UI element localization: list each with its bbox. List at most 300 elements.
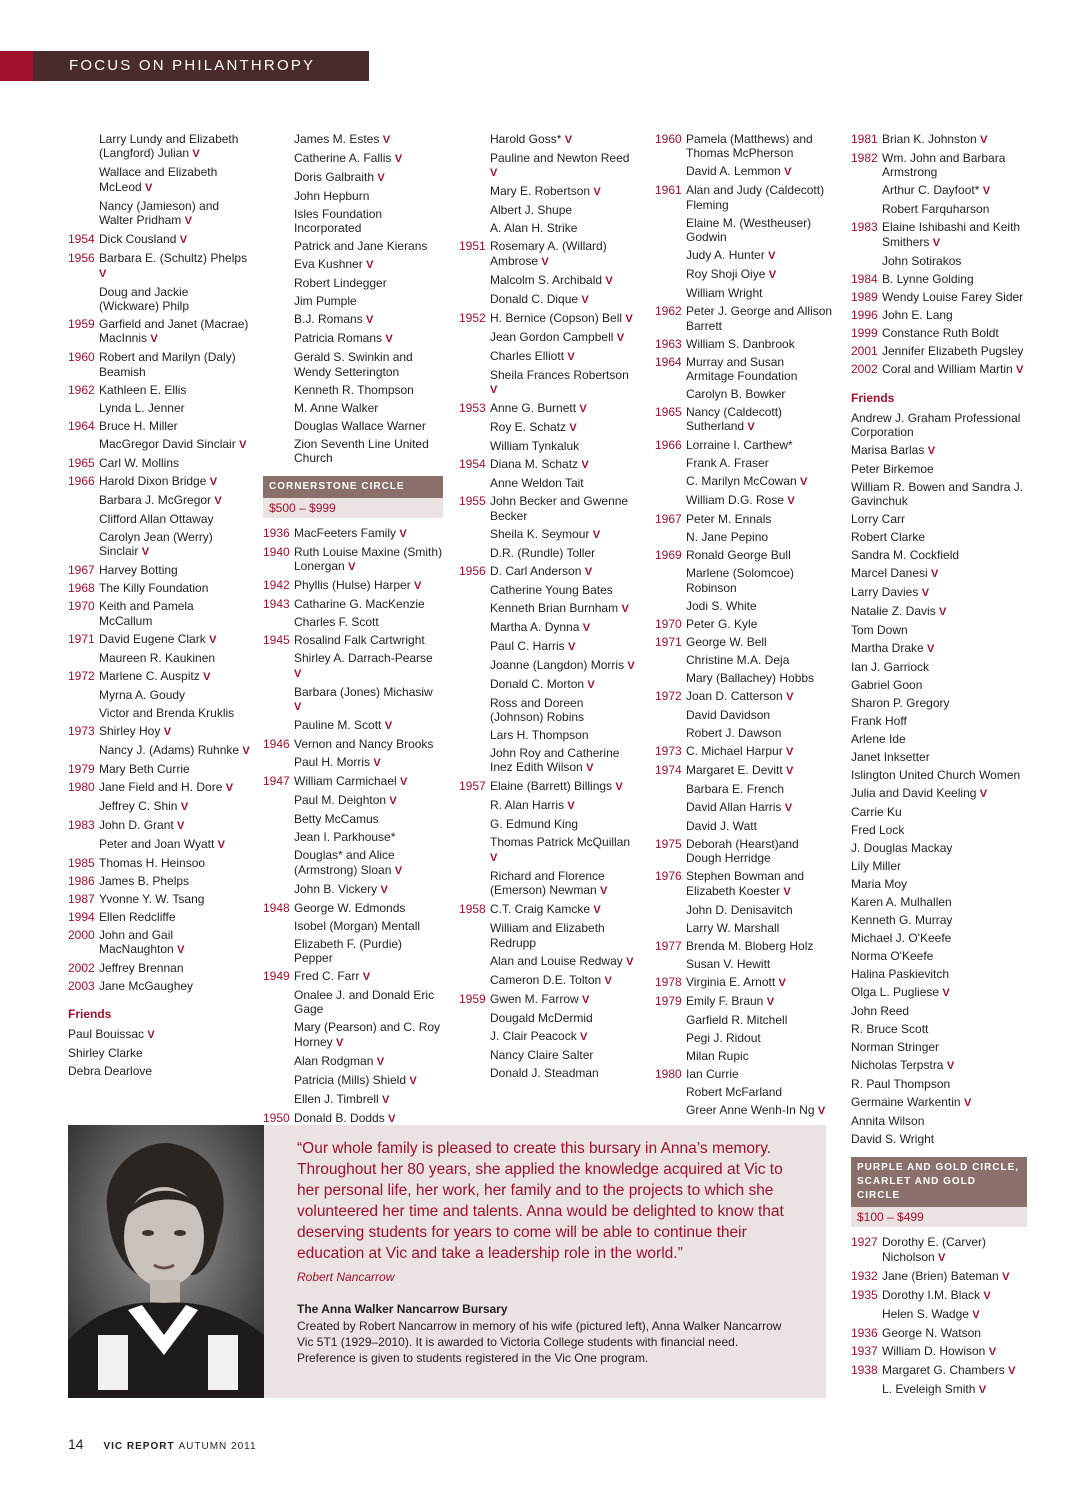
donor-entry: [459, 184, 637, 199]
donor-name: Martha A. Dynna: [490, 619, 580, 634]
donor-name: Diana M. Schatz: [490, 457, 579, 472]
donor-entry: [851, 202, 1027, 216]
donor-name-cell: [882, 1307, 1027, 1322]
volunteer-mark: V: [625, 312, 633, 325]
donor-entry: [68, 401, 250, 415]
volunteer-mark: V: [414, 580, 422, 593]
donor-name-cell: [686, 183, 833, 212]
donor-name: Carolyn B. Bowker: [686, 387, 786, 402]
donor-entry: [263, 132, 443, 147]
donor-name: Wm. John and Barbara Armstrong: [882, 151, 1006, 180]
donor-name: Sharon P. Gregory: [851, 696, 950, 711]
class-year: [263, 1092, 294, 1107]
donor-name: Fred C. Farr: [294, 969, 360, 984]
donor-entry: [655, 132, 833, 161]
donor-entry: [459, 330, 637, 345]
donor-name: William D. Howison: [882, 1343, 986, 1358]
volunteer-mark: V: [978, 1383, 987, 1396]
volunteer-mark: V: [600, 885, 608, 898]
volunteer-mark: V: [1008, 1364, 1016, 1377]
volunteer-mark: V: [192, 148, 200, 161]
donor-name: Jennifer Elizabeth Pugsley: [882, 343, 1024, 358]
donor-entry: [68, 251, 250, 281]
volunteer-mark: V: [582, 621, 591, 634]
donor-name-cell: [686, 744, 833, 759]
donor-name-cell: [99, 165, 250, 195]
donor-name: Norma O'Keefe: [851, 949, 934, 964]
donor-name: George N. Watson: [882, 1325, 981, 1340]
donor-name-cell: [686, 355, 833, 384]
donor-name-cell: [851, 480, 1027, 509]
donor-name: Shirley A. Darrach-Pearse: [294, 651, 433, 666]
section-title: FOCUS ON PHILANTHROPY: [69, 57, 316, 74]
class-year: [263, 718, 294, 733]
donor-name: Nancy (Jamieson) and Walter Pridham: [99, 198, 220, 228]
donor-entry: [655, 337, 833, 351]
magazine-name: VIC REPORT: [103, 1441, 175, 1452]
donor-entry: [851, 362, 1027, 377]
donor-entry: [655, 1067, 833, 1081]
volunteer-mark: V: [983, 1289, 991, 1302]
donor-entry: [263, 919, 443, 933]
donor-name-cell: [99, 961, 250, 975]
donor-name-cell: [686, 763, 833, 778]
donor-entry: [851, 623, 1027, 637]
donor-name-cell: [490, 311, 637, 326]
volunteer-mark: V: [593, 904, 601, 917]
donor-name: Anne Weldon Tait: [490, 476, 584, 491]
donor-entry: [263, 383, 443, 397]
donor-name-cell: [851, 1022, 1027, 1036]
donor-name: Natalie Z. Davis: [851, 604, 936, 619]
donor-name: David S. Wright: [851, 1132, 935, 1147]
donor-entry: [263, 969, 443, 984]
donor-name: Thomas Patrick McQuillan: [490, 835, 631, 850]
class-year: [68, 285, 99, 314]
donor-entry: [263, 401, 443, 415]
donor-name-cell: [882, 1326, 1027, 1340]
donor-name-cell: [490, 798, 637, 813]
volunteer-mark: V: [490, 851, 498, 864]
volunteer-mark: V: [592, 528, 601, 541]
class-year: [655, 1031, 686, 1045]
class-year: 1983: [68, 817, 95, 832]
donor-entry: [263, 633, 443, 647]
class-year: [263, 685, 294, 715]
class-year: [459, 221, 490, 235]
donor-entry: [655, 708, 833, 722]
donor-name-cell: [490, 1066, 637, 1080]
donor-name-cell: [294, 919, 443, 933]
donor-name: John Reed: [851, 1004, 910, 1019]
donor-entry: [263, 578, 443, 593]
donor-name-cell: [99, 401, 250, 415]
donor-entry: [655, 939, 833, 953]
volunteer-mark: V: [490, 384, 498, 397]
donor-name-cell: [851, 660, 1027, 674]
donor-entry: [263, 685, 443, 715]
donor-name-cell: [686, 405, 833, 435]
donor-name: Doug and Jackie (Wickware) Philp: [99, 284, 190, 314]
page-number: 14: [68, 1436, 84, 1452]
class-year: 1966: [655, 438, 682, 453]
donor-name: Susan V. Hewitt: [686, 956, 771, 971]
donor-entry: [68, 979, 250, 993]
volunteer-mark: V: [586, 762, 594, 775]
class-year: [459, 817, 490, 831]
volunteer-mark: V: [980, 134, 988, 146]
donor-entry: [851, 823, 1027, 837]
donor-name: Wendy Louise Farey Sider: [882, 289, 1024, 304]
donor-name: Jean I. Parkhouse*: [294, 830, 396, 845]
volunteer-mark: V: [604, 974, 612, 987]
donor-name-cell: [686, 653, 833, 667]
donor-name-cell: [851, 678, 1027, 692]
donor-name-cell: [686, 387, 833, 401]
bursary-title: The Anna Walker Nancarrow Bursary: [297, 1302, 508, 1316]
donor-entry: [459, 439, 637, 453]
donor-name: Patricia (Mills) Shield: [294, 1072, 407, 1087]
class-year: [459, 203, 490, 217]
donor-quote: “Our whole family is pleased to create this bursary in Anna’s memory. Throughout her 80 years, she applied the knowledge acquired at Vic to her personal life, her work, her family and to the projects to which she volunteered her time and talents. Anna would be delighted to know that deserving students for years to come will be able to continue their education at Vic and take a leadership role in the world.”: [297, 1140, 784, 1262]
class-year: 1936: [263, 526, 290, 541]
donor-name-cell: [490, 921, 637, 950]
donor-name: Jane McGaughey: [99, 979, 194, 994]
donor-name-cell: [851, 566, 1027, 581]
donor-name: Paul Bouissac: [68, 1026, 145, 1041]
circle-range: $500 – $999: [263, 498, 443, 518]
donor-name-cell: [99, 632, 250, 647]
donor-name-cell: [294, 882, 443, 897]
donor-column-3: [459, 132, 637, 1084]
class-year: [851, 1382, 882, 1397]
donor-name-cell: [68, 1027, 250, 1042]
class-year: [263, 755, 294, 770]
donor-name: Alan and Judy (Caldecott) Fleming: [686, 183, 825, 212]
donor-name-cell: [882, 1363, 1027, 1378]
donor-name-cell: [490, 992, 637, 1007]
volunteer-mark: V: [490, 167, 498, 180]
class-year: [68, 401, 99, 415]
donor-name: John Becker and Gwenne Becker: [490, 494, 629, 523]
donor-entry: [655, 617, 833, 631]
donor-name-cell: [99, 317, 250, 347]
donor-name-cell: [294, 1111, 443, 1126]
donor-entry: [655, 1103, 833, 1118]
class-year: 1935: [851, 1287, 878, 1302]
donor-name: Kenneth Brian Burnham: [490, 600, 619, 615]
donor-entry: [68, 317, 250, 347]
donor-name: Catherine A. Fallis: [294, 151, 392, 165]
volunteer-mark: V: [931, 568, 939, 581]
class-year: [459, 746, 490, 776]
donor-entry: [655, 869, 833, 899]
donor-entry: [851, 1132, 1027, 1146]
donor-entry: [459, 696, 637, 725]
donor-entry: [655, 304, 833, 333]
class-year: [655, 286, 686, 300]
donor-entry: [655, 800, 833, 815]
donor-entry: [851, 151, 1027, 180]
donor-name: Mary Beth Currie: [99, 761, 190, 776]
donor-name-cell: [294, 1092, 443, 1107]
donor-entry: [655, 957, 833, 971]
donor-name: Peter J. George and Allison Barrett: [686, 304, 833, 333]
donor-entry: [459, 203, 637, 217]
donor-entry: [459, 973, 637, 988]
donor-name: Roy Shoji Oiye: [686, 267, 766, 282]
donor-name: Carrie Ku: [851, 805, 902, 820]
volunteer-mark: V: [366, 259, 374, 272]
donor-name: Germaine Warkentin: [851, 1095, 961, 1110]
donor-name-cell: [851, 895, 1027, 909]
class-year: 1979: [655, 993, 682, 1008]
donor-entry: [68, 837, 250, 852]
class-year: [459, 954, 490, 969]
volunteer-mark: V: [209, 475, 218, 488]
donor-name: Larry Davies: [851, 585, 919, 600]
volunteer-mark: V: [615, 781, 623, 794]
volunteer-mark: V: [568, 640, 576, 653]
donor-name-cell: [294, 969, 443, 984]
donor-entry: [263, 882, 443, 897]
donor-name-cell: [851, 750, 1027, 764]
class-year: [459, 658, 490, 673]
donor-name: Isobel (Morgan) Mentall: [294, 918, 421, 933]
donor-name: Robert and Marilyn (Daly) Beamish: [99, 350, 236, 379]
donor-entry: [68, 599, 250, 628]
volunteer-mark: V: [141, 546, 150, 559]
donor-name-cell: [99, 493, 250, 508]
volunteer-mark: V: [982, 185, 991, 198]
donor-name: Phyllis (Hulse) Harper: [294, 578, 411, 593]
volunteer-mark: V: [580, 1030, 588, 1043]
donor-entry: [68, 563, 250, 577]
class-year: 1942: [263, 578, 290, 593]
donor-name-cell: [686, 164, 833, 179]
class-year: 2001: [851, 343, 878, 358]
donor-name-cell: [490, 349, 637, 364]
donor-name: B. Lynne Golding: [882, 271, 974, 286]
donor-name: Donald J. Steadman: [490, 1065, 599, 1080]
donor-name: D.R. (Rundle) Toller: [490, 545, 596, 560]
donor-name-cell: [294, 937, 443, 966]
volunteer-mark: V: [766, 995, 775, 1008]
donor-entry: [68, 762, 250, 776]
donor-entry: [459, 992, 637, 1007]
donor-name: Deborah (Hearst)and Dough Herridge: [686, 836, 799, 866]
class-year: [68, 688, 99, 702]
volunteer-mark: V: [942, 987, 950, 1000]
donor-name: William Carmichael: [294, 774, 397, 789]
class-year: 1950: [263, 1110, 290, 1125]
class-year: [459, 677, 490, 692]
donor-entry: [68, 199, 250, 229]
donor-name: Doris Galbraith: [294, 170, 375, 184]
volunteer-mark: V: [145, 181, 153, 194]
donor-entry: [655, 456, 833, 470]
class-year: 1940: [263, 545, 290, 560]
donor-name: R. Paul Thompson: [851, 1077, 951, 1092]
donor-name: Carolyn Jean (Werry) Sinclair: [99, 529, 213, 559]
donor-entry: [459, 1066, 637, 1080]
donor-entry: [851, 859, 1027, 873]
donor-entry: [655, 267, 833, 282]
donor-name-cell: [851, 1058, 1027, 1073]
donor-entry: [68, 1046, 250, 1060]
donor-entry: [851, 1235, 1027, 1265]
volunteer-mark: V: [786, 764, 794, 777]
donor-entry: [851, 604, 1027, 619]
donor-entry: [263, 988, 443, 1017]
donor-entry: [68, 910, 250, 924]
donor-name-cell: [99, 762, 250, 776]
donor-name: David A. Lemmon: [686, 164, 781, 179]
class-year: 1994: [68, 909, 95, 924]
donor-entry: [263, 755, 443, 770]
donor-entry: [263, 615, 443, 629]
volunteer-mark: V: [294, 667, 302, 680]
class-year: 1960: [655, 132, 682, 146]
donor-name-cell: [294, 207, 443, 236]
donor-name: William and Elizabeth Redrupp: [490, 921, 605, 950]
donor-entry: [68, 632, 250, 647]
class-year: [263, 312, 294, 327]
donor-name: Shirley Hoy: [99, 723, 161, 738]
donor-name-cell: [686, 286, 833, 300]
donor-name: George W. Bell: [686, 634, 767, 649]
donor-name: Betty McCamus: [294, 812, 379, 827]
donor-name-cell: [294, 830, 443, 844]
donor-name: Lorry Carr: [851, 512, 906, 527]
class-year: [655, 599, 686, 613]
donor-entry: [851, 895, 1027, 909]
donor-name-cell: [99, 350, 250, 379]
donor-name: Rosemary A. (Willard) Ambrose: [490, 239, 607, 268]
volunteer-mark: V: [209, 633, 217, 646]
donor-name: Ruth Louise Maxine (Smith) Lonergan: [294, 545, 443, 574]
donor-name: B.J. Romans: [294, 312, 363, 327]
donor-name-cell: [490, 476, 637, 490]
donor-name-cell: [686, 800, 833, 815]
class-year: 1963: [655, 336, 682, 351]
donor-name: Andrew J. Graham Professional Corporation: [851, 410, 1021, 440]
class-year: [263, 651, 294, 681]
donor-name: Richard and Florence (Emerson) Newman: [490, 868, 605, 898]
donor-name-cell: [686, 548, 833, 562]
donor-name: N. Jane Pepino: [686, 530, 769, 545]
class-year: [655, 671, 686, 685]
donor-name: H. Bernice (Copson) Bell: [490, 310, 623, 325]
donor-name: Paul M. Deighton: [294, 793, 387, 808]
donor-name: Jeffrey C. Shin: [99, 798, 178, 813]
volunteer-mark: V: [409, 1074, 417, 1087]
donor-entry: [655, 671, 833, 685]
donor-entry: [655, 405, 833, 435]
donor-entry: [68, 383, 250, 397]
donor-name: Peter G. Kyle: [686, 616, 758, 631]
donor-entry: [655, 387, 833, 401]
donor-name-cell: [68, 1046, 250, 1060]
donor-name: John Hepburn: [294, 189, 370, 203]
quote-attribution: Robert Nancarrow: [297, 1270, 395, 1284]
issue-label: AUTUMN 2011: [178, 1441, 257, 1452]
donor-entry: [459, 817, 637, 831]
donor-entry: [263, 294, 443, 308]
donor-name: Roy E. Schatz: [490, 420, 567, 435]
donor-name: Joan D. Catterson: [686, 688, 783, 703]
donor-name: Milan Rupic: [686, 1048, 749, 1063]
volunteer-mark: V: [214, 494, 222, 507]
class-year: [459, 368, 490, 398]
volunteer-mark: V: [584, 565, 593, 578]
class-year: 1964: [655, 354, 682, 369]
donor-name-cell: [294, 1073, 443, 1088]
donor-entry: [459, 494, 637, 523]
donor-name: Larry W. Marshall: [686, 920, 780, 935]
donor-entry: [851, 1077, 1027, 1091]
class-year: 1977: [655, 938, 682, 953]
donor-name-cell: [882, 254, 1027, 268]
donor-name-cell: [99, 232, 250, 247]
class-year: [851, 254, 882, 268]
donor-entry: [655, 689, 833, 704]
donor-name-cell: [686, 869, 833, 899]
donor-name: Maureen R. Kaukinen: [99, 650, 216, 665]
donor-name-cell: [99, 474, 250, 489]
donor-entry: [851, 913, 1027, 927]
donor-entry: [68, 350, 250, 379]
donor-name: Jeffrey Brennan: [99, 961, 184, 976]
donor-entry: [851, 462, 1027, 476]
donor-name: C.T. Craig Kamcke: [490, 902, 591, 917]
donor-name-cell: [851, 1040, 1027, 1054]
donor-entry: [655, 837, 833, 866]
donor-name: R. Bruce Scott: [851, 1022, 929, 1037]
donor-name-cell: [851, 823, 1027, 837]
donor-entry: [655, 994, 833, 1009]
donor-name-cell: [99, 928, 250, 958]
volunteer-mark: V: [581, 459, 589, 472]
class-year: [655, 903, 686, 917]
donor-name-cell: [99, 669, 250, 684]
donor-name-cell: [99, 743, 250, 758]
class-year: [459, 527, 490, 542]
page-footer: [68, 1436, 257, 1452]
donor-name-cell: [490, 239, 637, 269]
donor-name: Peter Birkemoe: [851, 462, 934, 477]
donor-entry: [851, 132, 1027, 147]
donor-name: Marlene C. Auspitz: [99, 668, 200, 683]
donor-name-cell: [99, 818, 250, 833]
donor-name-cell: [851, 768, 1027, 782]
class-year: 2003: [68, 979, 95, 994]
volunteer-mark: V: [217, 838, 225, 851]
class-year: [655, 653, 686, 667]
donor-column-4: [655, 132, 833, 1122]
donor-name-cell: [686, 1085, 833, 1099]
volunteer-mark: V: [817, 1104, 826, 1117]
donor-name-cell: [490, 779, 637, 794]
donor-name: Pauline M. Scott: [294, 718, 382, 733]
class-year: [68, 706, 99, 720]
donor-name: Gerald S. Swinkin and Wendy Setterington: [294, 350, 413, 379]
volunteer-mark: V: [605, 274, 613, 287]
class-year: [263, 170, 294, 185]
volunteer-mark: V: [787, 495, 795, 508]
class-year: 2002: [851, 361, 878, 376]
donor-name: Robert J. Dawson: [686, 725, 782, 740]
